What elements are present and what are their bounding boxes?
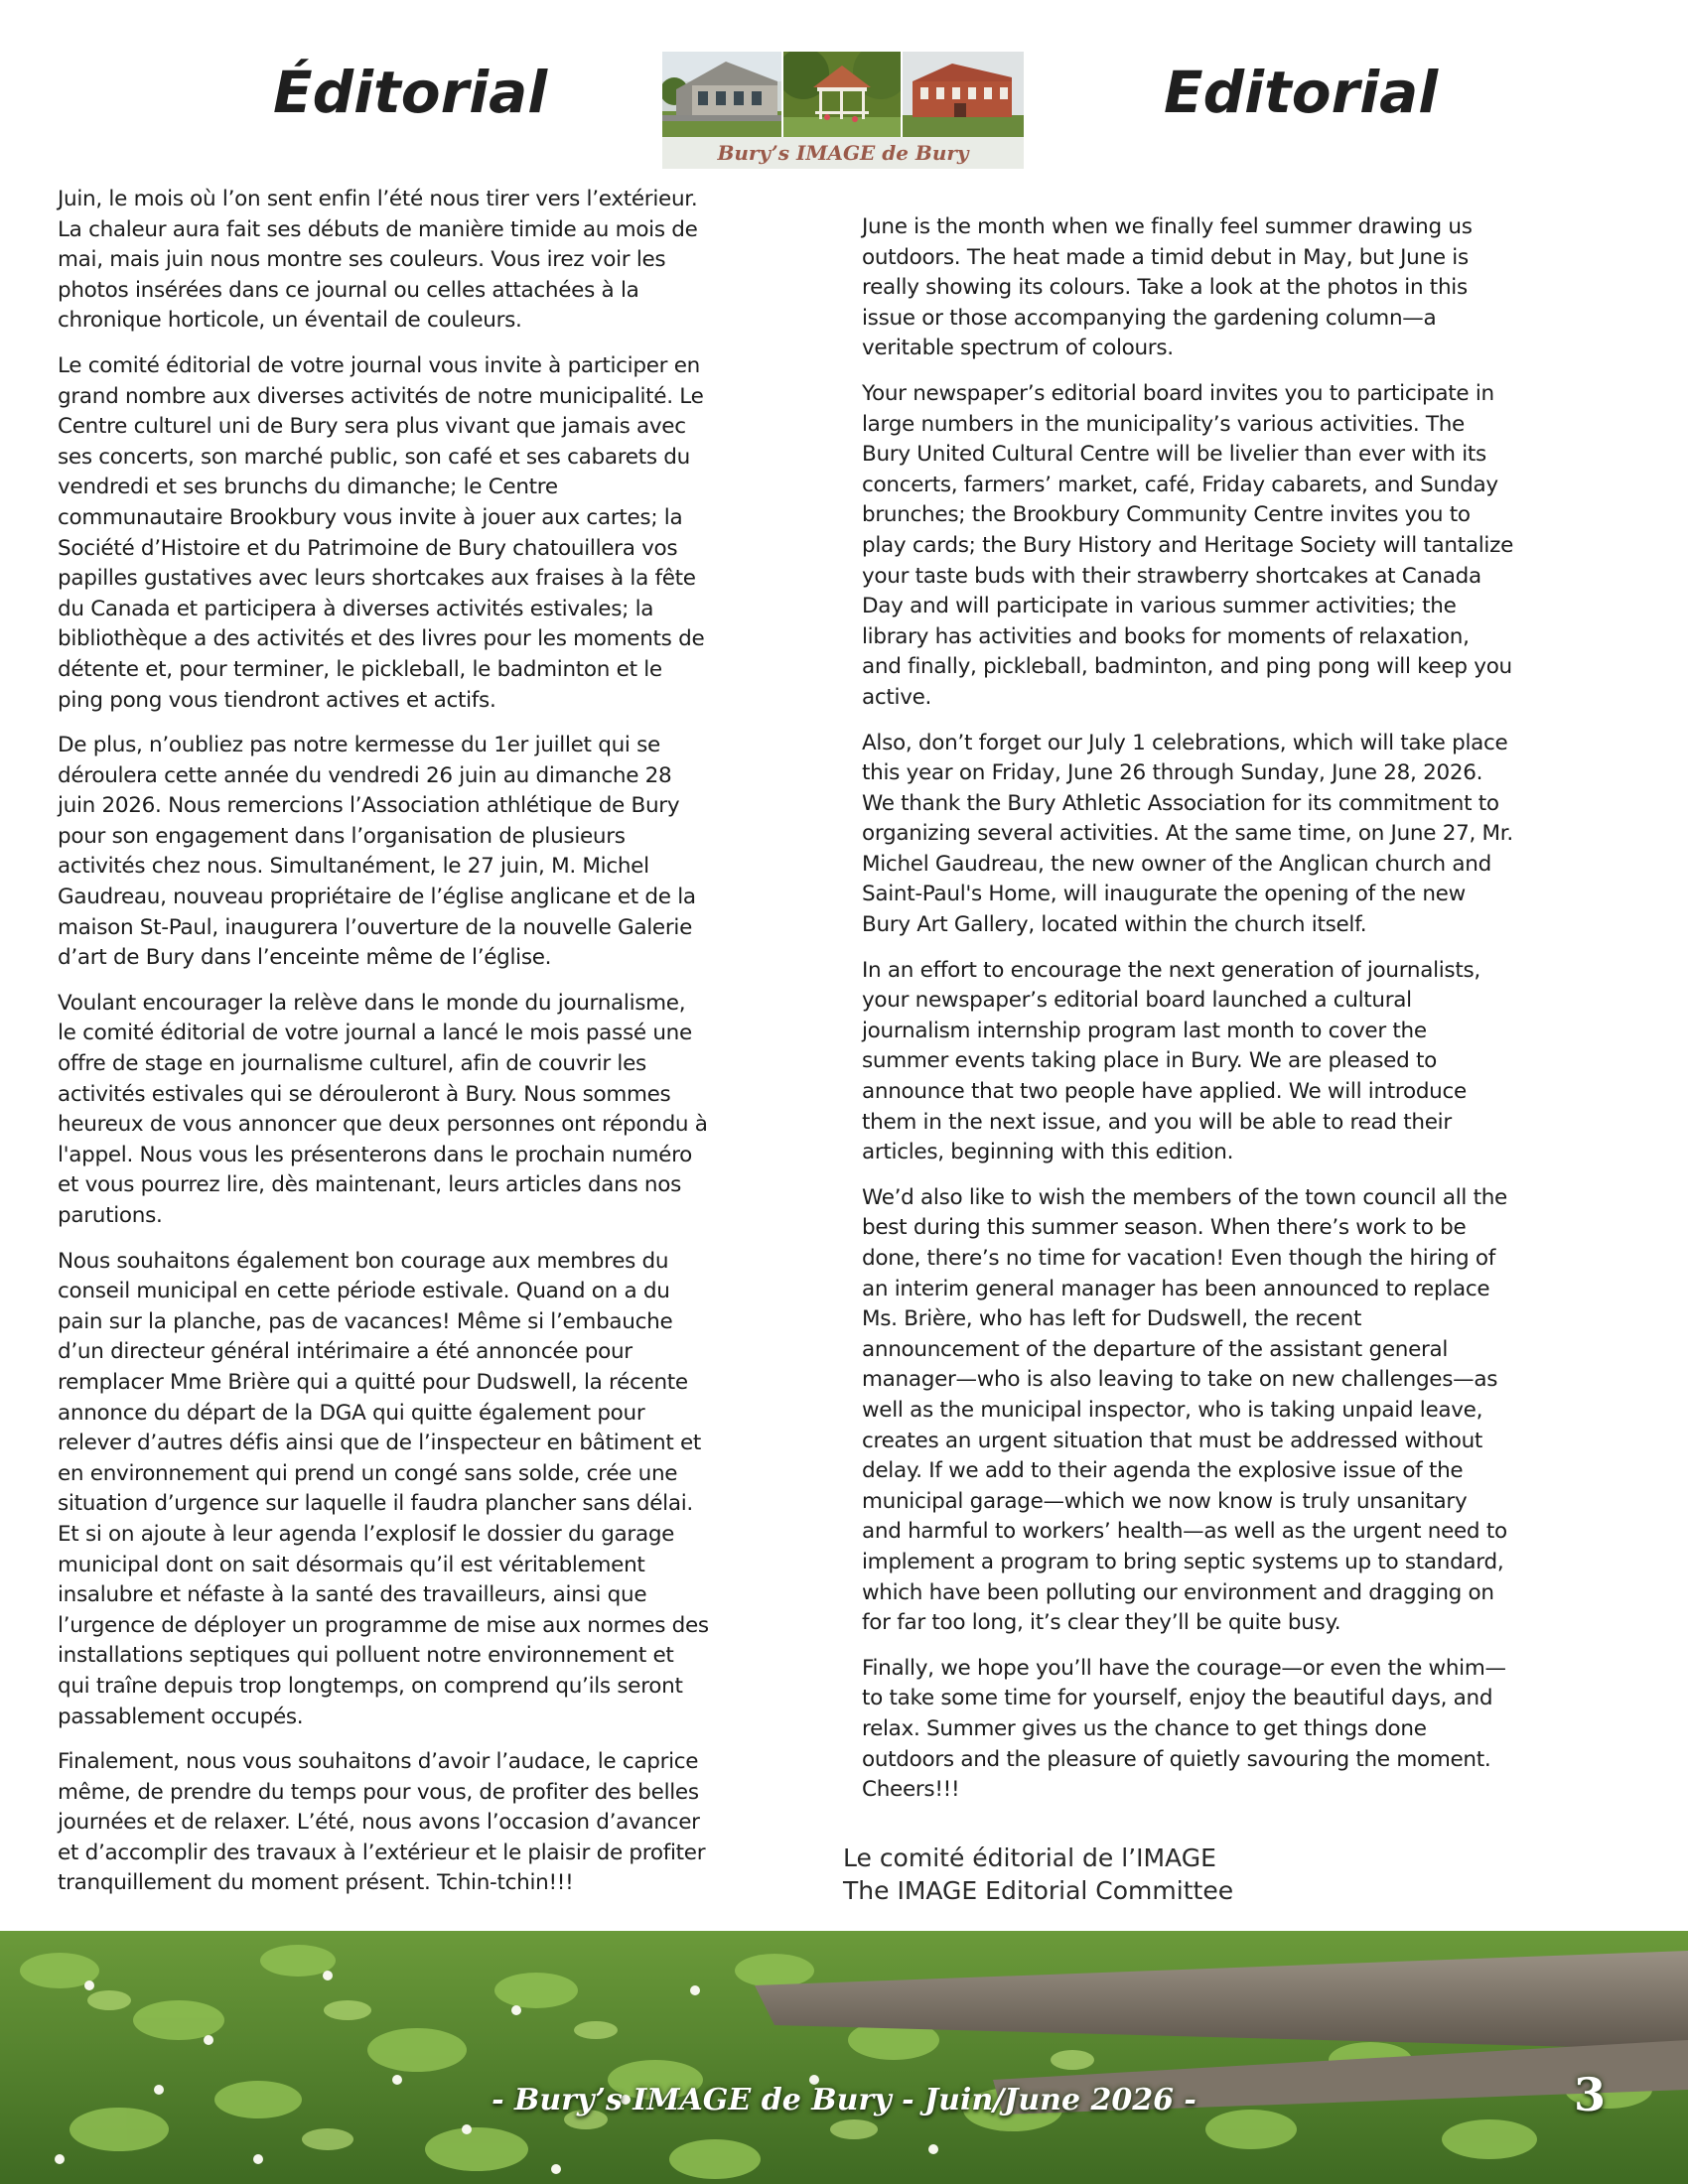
signature-french: Le comité éditorial de l’IMAGE: [843, 1843, 1216, 1872]
text-line: remplacer Mme Brière qui a quitté pour Dudswell, la récente: [58, 1369, 688, 1395]
text-line: et vous pourrez lire, dès maintenant, leurs articles dans nos: [58, 1172, 682, 1198]
text-line: Day and will participate in various summer activities; the: [862, 594, 1457, 619]
text-line: for far too long, it’s clear they’ll be quite busy.: [862, 1610, 1341, 1636]
text-line: le comité éditorial de votre journal a lancé le mois passé une: [58, 1021, 692, 1046]
text-line: Finally, we hope you’ll have the courage—or even the whim—: [862, 1655, 1506, 1681]
text-line: We thank the Bury Athletic Association for its commitment to: [862, 790, 1499, 816]
text-line: d’art de Bury dans l’enceinte même de l’église.: [58, 945, 552, 971]
text-line: articles, beginning with this edition.: [862, 1140, 1234, 1165]
text-line: play cards; the Bury History and Heritage Society will tantalize: [862, 532, 1514, 558]
masthead-caption: Bury’s IMAGE de Bury: [662, 137, 1024, 169]
footer-forest-photo: [0, 1931, 1688, 2184]
text-line: large numbers in the municipality’s various activities. The: [862, 411, 1465, 437]
english-paragraph: [862, 1183, 1632, 1639]
text-line: De plus, n’oubliez pas notre kermesse du 1er juillet qui se: [58, 733, 660, 758]
text-line: an interim general manager has been announced to replace: [862, 1276, 1490, 1301]
text-line: Bury Art Gallery, located within the church itself.: [862, 912, 1367, 938]
text-line: announcement of the departure of the assistant general: [862, 1336, 1449, 1362]
text-line: them in the next issue, and you will be able to read their: [862, 1109, 1452, 1135]
text-line: activités chez nous. Simultanément, le 27 juin, M. Michel: [58, 854, 649, 880]
text-line: relever d’autres défis ainsi que de l’inspecteur en bâtiment et: [58, 1431, 702, 1456]
text-line: issue or those accompanying the gardening column—a: [862, 305, 1437, 331]
text-line: manager—who is also leaving to take on new challenges—as: [862, 1367, 1498, 1393]
text-line: June is the month when we finally feel summer drawing us: [862, 214, 1473, 239]
text-line: communautaire Brookbury vous invite à jouer aux cartes; la: [58, 504, 683, 530]
english-paragraph: [862, 956, 1632, 1168]
text-line: and harmful to workers’ health—as well as the urgent need to: [862, 1519, 1507, 1545]
text-line: situation d’urgence sur laquelle il faudra plancher sans délai.: [58, 1491, 693, 1517]
text-line: détente et, pour terminer, le pickleball, le badminton et le: [58, 656, 662, 682]
french-paragraph: [58, 185, 828, 337]
text-line: l'appel. Nous vous les présenterons dans le prochain numéro: [58, 1142, 693, 1167]
text-line: Société d’Histoire et du Patrimoine de Bury chatouillera vos: [58, 535, 678, 561]
text-line: outdoors. The heat made a timid debut in May, but June is: [862, 244, 1469, 270]
french-paragraph: [58, 989, 828, 1232]
text-line: activités estivales qui se dérouleront à Bury. Nous sommes: [58, 1081, 671, 1107]
text-line: d’un directeur général intérimaire a été annoncée pour: [58, 1339, 633, 1365]
text-line: organizing several activities. At the same time, on June 27, Mr.: [862, 821, 1513, 847]
text-line: pour son engagement dans l’organisation de plusieurs: [58, 823, 626, 849]
text-line: and finally, pickleball, badminton, and ping pong will keep you: [862, 654, 1512, 680]
title-french: Éditorial: [273, 59, 548, 126]
text-line: We’d also like to wish the members of the town council all the: [862, 1184, 1507, 1210]
text-line: which have been polluting our environment and dragging on: [862, 1579, 1494, 1605]
text-line: heureux de vous annoncer que deux personnes ont répondu à: [58, 1112, 708, 1138]
french-paragraph: [58, 731, 828, 974]
text-line: ping pong vous tiendront actives et actifs.: [58, 687, 496, 713]
text-line: Le comité éditorial de votre journal vous invite à participer en: [58, 352, 700, 378]
text-line: en environnement qui prend un congé sans solde, crée une: [58, 1460, 678, 1486]
text-line: installations septiques qui polluent notre environnement et: [58, 1643, 674, 1669]
text-line: Michel Gaudreau, the new owner of the Anglican church and: [862, 851, 1491, 877]
text-line: municipal garage—which we now know is truly unsanitary: [862, 1488, 1468, 1514]
footer-issue-line: - Bury’s IMAGE de Bury - Juin/June 2026 -: [492, 2083, 1196, 2117]
text-line: qui traîne depuis trop longtemps, on comprend qu’ils seront: [58, 1673, 683, 1699]
title-english: Editorial: [1164, 59, 1439, 126]
text-line: Your newspaper’s editorial board invites you to participate in: [862, 380, 1494, 406]
text-line: et d’accomplir des travaux à l’extérieur et le plaisir de profiter: [58, 1840, 706, 1865]
text-line: brunches; the Brookbury Community Centre invites you to: [862, 502, 1471, 528]
text-line: maison St-Paul, inaugurera l’ouverture de la nouvelle Galerie: [58, 914, 693, 940]
text-line: Bury United Cultural Centre will be livelier than ever with its: [862, 442, 1486, 468]
text-line: veritable spectrum of colours.: [862, 336, 1174, 361]
english-paragraph: [862, 212, 1632, 364]
text-line: Finalement, nous vous souhaitons d’avoir l’audace, le caprice: [58, 1749, 699, 1775]
text-line: ses concerts, son marché public, son café et ses cabarets du: [58, 444, 690, 470]
text-line: Juin, le mois où l’on sent enfin l’été nous tirer vers l’extérieur.: [58, 187, 698, 211]
text-line: your taste buds with their strawberry shortcakes at Canada: [862, 563, 1481, 589]
text-line: parutions.: [58, 1203, 163, 1228]
text-line: même, de prendre du temps pour vous, de profiter des belles: [58, 1779, 699, 1805]
text-line: La chaleur aura fait ses débuts de manière timide au mois de: [58, 216, 698, 242]
text-line: active.: [862, 684, 932, 710]
text-line: Voulant encourager la relève dans le monde du journalisme,: [58, 990, 686, 1016]
text-line: implement a program to bring septic systems up to standard,: [862, 1549, 1504, 1574]
text-line: photos insérées dans ce journal ou celles attachées à la: [58, 277, 639, 303]
text-line: journées et de relaxer. L’été, nous avons l’occasion d’avancer: [58, 1810, 700, 1836]
french-paragraph: [58, 1747, 828, 1899]
text-line: vendredi et ses brunchs du dimanche; le Centre: [58, 475, 558, 500]
text-line: announce that two people have applied. We will introduce: [862, 1079, 1467, 1105]
english-paragraph: [862, 379, 1632, 714]
text-line: grand nombre aux diverses activités de notre municipalité. Le: [58, 383, 704, 409]
text-line: déroulera cette année du vendredi 26 juin au dimanche 28: [58, 762, 672, 788]
text-line: In an effort to encourage the next generation of journalists,: [862, 957, 1480, 983]
text-line: Also, don’t forget our July 1 celebrations, which will take place: [862, 730, 1508, 755]
signature-english: The IMAGE Editorial Committee: [843, 1876, 1234, 1905]
page-number: 3: [1574, 2068, 1607, 2121]
text-line: Nous souhaitons également bon courage aux membres du: [58, 1248, 669, 1274]
text-line: pain sur la planche, pas de vacances! Même si l’embauche: [58, 1308, 673, 1334]
text-line: Saint-Paul's Home, will inaugurate the opening of the new: [862, 882, 1466, 907]
masthead-logo: [662, 52, 1024, 169]
text-line: offre de stage en journalisme culturel, afin de couvrir les: [58, 1051, 646, 1077]
text-line: outdoors and the pleasure of quietly savouring the moment.: [862, 1746, 1491, 1772]
text-line: Centre culturel uni de Bury sera plus vivant que jamais avec: [58, 414, 686, 440]
text-line: municipal dont on sait désormais qu’il est véritablement: [58, 1552, 645, 1577]
english-paragraph: [862, 729, 1632, 941]
french-paragraph: [58, 351, 828, 716]
text-line: bibliothèque a des activités et des livres pour les moments de: [58, 626, 705, 652]
french-paragraph: [58, 1247, 828, 1733]
text-line: papilles gustatives avec leurs shortcakes aux fraises à la fête: [58, 566, 696, 592]
text-line: passablement occupés.: [58, 1704, 304, 1729]
text-line: tranquillement du moment présent. Tchin-tchin!!!: [58, 1870, 574, 1896]
english-paragraph: [862, 1654, 1632, 1806]
text-line: Et si on ajoute à leur agenda l’explosif le dossier du garage: [58, 1521, 675, 1547]
editorial-signature: [843, 1842, 1538, 1907]
text-line: to take some time for yourself, enjoy the beautiful days, and: [862, 1686, 1493, 1711]
masthead-photo-hall: [662, 52, 781, 137]
text-line: annonce du départ de la DGA qui quitte également pour: [58, 1400, 645, 1426]
text-line: l’urgence de déployer un programme de mise aux normes des: [58, 1612, 709, 1638]
masthead-photo-brick-building: [903, 52, 1024, 137]
text-line: Ms. Brière, who has left for Dudswell, the recent: [862, 1306, 1362, 1332]
text-line: library has activities and books for moments of relaxation,: [862, 623, 1470, 649]
text-line: relax. Summer gives us the chance to get things done: [862, 1715, 1427, 1741]
text-line: insalubre et néfaste à la santé des travailleurs, ainsi que: [58, 1582, 647, 1608]
text-line: mai, mais juin nous montre ses couleurs. Vous irez voir les: [58, 247, 666, 273]
masthead-photo-gazebo: [783, 52, 901, 137]
text-line: best during this summer season. When there’s work to be: [862, 1215, 1467, 1241]
editorial-french-column: [58, 185, 828, 1914]
text-line: journalism internship program last month to cover the: [862, 1018, 1427, 1043]
text-line: concerts, farmers’ market, café, Friday cabarets, and Sunday: [862, 472, 1498, 497]
text-line: Cheers!!!: [862, 1777, 960, 1803]
text-line: this year on Friday, June 26 through Sunday, June 28, 2026.: [862, 760, 1483, 786]
text-line: creates an urgent situation that must be addressed without: [862, 1428, 1483, 1453]
text-line: chronique horticole, un éventail de couleurs.: [58, 308, 522, 334]
text-line: summer events taking place in Bury. We are pleased to: [862, 1048, 1437, 1074]
text-line: juin 2026. Nous remercions l’Association athlétique de Bury: [58, 793, 680, 819]
editorial-english-column: [862, 212, 1632, 1821]
text-line: well as the municipal inspector, who is taking unpaid leave,: [862, 1397, 1483, 1423]
text-line: Gaudreau, nouveau propriétaire de l’église anglicane et de la: [58, 885, 696, 910]
text-line: your newspaper’s editorial board launched a cultural: [862, 988, 1412, 1014]
text-line: du Canada et participera à diverses activités estivales; la: [58, 596, 654, 621]
text-line: done, there’s no time for vacation! Even though the hiring of: [862, 1246, 1496, 1271]
text-line: really showing its colours. Take a look at the photos in this: [862, 275, 1468, 301]
text-line: conseil municipal en cette période estivale. Quand on a du: [58, 1279, 670, 1304]
text-line: delay. If we add to their agenda the explosive issue of the: [862, 1458, 1464, 1484]
